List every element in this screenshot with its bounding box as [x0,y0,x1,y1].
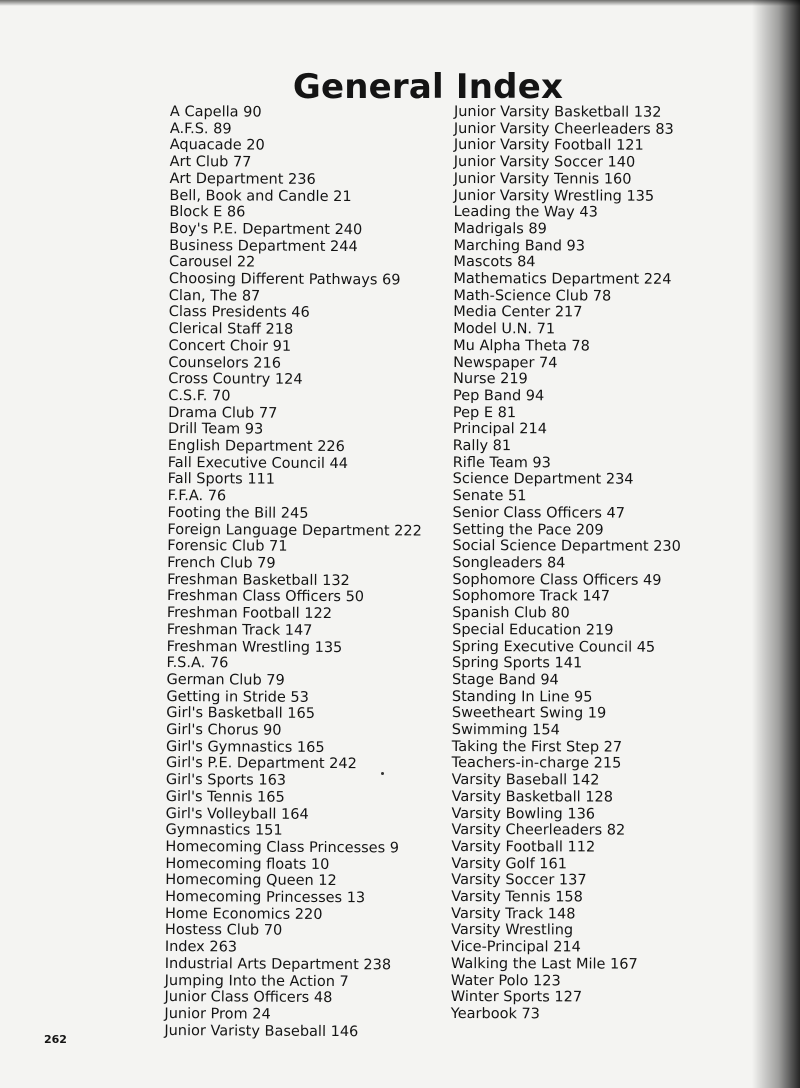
index-entry: Mascots 84 [453,254,536,271]
index-entry: C.S.F. 70 [168,387,231,405]
index-entry: Junior Class Officers 48 [164,989,333,1007]
scan-top-edge [0,0,800,6]
index-entry: Girl's Basketball 165 [166,705,316,723]
index-entry: Social Science Department 230 [452,538,681,556]
index-entry: Freshman Football 122 [166,605,333,623]
index-entry: Junior Prom 24 [164,1005,271,1023]
index-entry: Homecoming Queen 12 [165,872,337,890]
index-entry: Pep Band 94 [452,387,545,405]
index-entry: Media Center 217 [453,304,583,321]
index-entry: Homecoming Princesses 13 [165,889,366,907]
index-entry: Spanish Club 80 [452,605,570,622]
index-entry: Getting in Stride 53 [166,688,309,706]
index-entry: Varsity Soccer 137 [451,872,587,889]
index-entry: Model U.N. 71 [453,321,556,338]
index-entry: Senior Class Officers 47 [452,504,626,522]
index-entry: Aquacade 20 [169,137,265,154]
index-entry: Newspaper 74 [453,354,558,371]
index-entry: Junior Varsity Soccer 140 [453,154,636,171]
index-entry: Fall Sports 111 [167,471,276,489]
index-entry: Vice-Principal 214 [451,939,581,956]
index-entry: Freshman Wrestling 135 [166,638,343,656]
index-entry: Class Presidents 46 [168,304,310,322]
index-entry: A.F.S. 89 [169,120,232,138]
index-entry: Forensic Club 71 [167,538,288,556]
index-entry: Mathematics Department 224 [453,271,672,288]
index-entry: Junior Varsity Tennis 160 [453,170,632,188]
index-entry: Varsity Golf 161 [451,855,568,873]
index-entry: Water Polo 123 [450,972,561,989]
index-entry: Varsity Cheerleaders 82 [451,822,626,839]
index-entry: Clan, The 87 [168,287,261,305]
index-entry: Special Education 219 [452,621,614,639]
index-entry: Girl's P.E. Department 242 [165,755,357,773]
index-entry: Girl's Gymnastics 165 [166,738,325,756]
index-entry: Junior Varsity Basketball 132 [453,104,662,121]
index-entry: Boy's P.E. Department 240 [169,220,363,239]
index-entry: Junior Varsity Wrestling 135 [453,187,655,205]
index-entry: Spring Executive Council 45 [452,638,656,656]
index-entry: Counselors 216 [168,354,282,372]
index-entry: Standing In Line 95 [451,688,593,706]
index-entry: Varsity Baseball 142 [451,772,600,789]
page-number: 262 [44,1033,67,1046]
index-entry: Girl's Tennis 165 [165,788,285,806]
index-entry: Stage Band 94 [451,671,559,689]
index-entry: A Capella 90 [169,104,262,121]
index-entry: Setting the Pace 209 [452,521,604,539]
index-entry: Rifle Team 93 [452,454,551,472]
index-entry: Pep E 81 [452,404,517,421]
index-entry: Clerical Staff 218 [168,321,294,338]
index-entry: Songleaders 84 [452,554,566,572]
index-entry: Drill Team 93 [167,421,264,438]
index-entry: Freshman Track 147 [166,621,313,639]
index-entry: French Club 79 [167,554,276,572]
index-entry: Sophomore Track 147 [452,588,611,605]
print-speck [381,772,384,775]
index-entry: Fall Executive Council 44 [167,454,349,472]
index-entry: Bell, Book and Candle 21 [169,187,352,205]
index-entry: Girl's Chorus 90 [166,722,282,739]
page-title: General Index [292,66,564,107]
index-entry: Walking the Last Mile 167 [450,955,638,973]
index-entry: Girl's Sports 163 [165,772,287,789]
index-entry: Foreign Language Department 222 [167,521,422,540]
index-entry: Business Department 244 [169,237,358,255]
index-entry: Art Department 236 [169,170,316,188]
index-entry: Carousel 22 [168,254,256,271]
index-entry: Winter Sports 127 [450,989,583,1006]
index-entry: Varsity Wrestling [451,922,574,939]
index-entry: Varsity Track 148 [451,905,576,923]
index-entry: Concert Choir 91 [168,337,292,355]
index-entry: Math-Science Club 78 [453,287,612,305]
index-entry: Varsity Tennis 158 [451,889,583,906]
index-entry: Homecoming floats 10 [165,855,330,873]
index-entry: Art Club 77 [169,154,252,171]
scan-binding-shadow [752,0,800,1088]
index-entry: Varsity Football 112 [451,838,596,856]
index-entry: Teachers-in-charge 215 [451,755,622,773]
index-entry: Yearbook 73 [450,1005,540,1023]
index-entry: Cross Country 124 [168,371,303,389]
index-entry: Nurse 219 [453,371,528,388]
index-entry: Varsity Bowling 136 [451,805,596,823]
index-entry: Madrigals 89 [453,220,547,238]
index-column-left [164,104,424,1041]
index-entry: Hostess Club 70 [164,922,283,940]
index-entry: German Club 79 [166,671,285,689]
index-entry: Senate 51 [452,488,527,505]
index-entry: Drama Club 77 [168,404,278,422]
index-entry: Homecoming Class Princesses 9 [165,838,400,857]
index-entry: Leading the Way 43 [453,204,598,221]
index-entry: F.S.A. 76 [166,655,229,672]
index-entry: Junior Varsity Cheerleaders 83 [453,120,674,138]
index-entry: Rally 81 [452,438,512,455]
index-entry: Freshman Class Officers 50 [166,588,365,606]
index-entry: Gymnastics 151 [165,822,283,839]
index-entry: Sweetheart Swing 19 [451,705,607,722]
index-entry: Block E 86 [169,204,246,221]
index-entry: Spring Sports 141 [452,655,583,672]
index-entry: English Department 226 [167,438,345,456]
index-entry: Industrial Arts Department 238 [164,955,392,974]
index-entry: Principal 214 [452,421,547,438]
index-entry: F.F.A. 76 [167,488,227,505]
index-entry: Junior Varsity Football 121 [453,137,644,155]
index-entry: Home Economics 220 [165,905,323,923]
index-entry: Girl's Volleyball 164 [165,805,309,823]
index-entry: Varsity Basketball 128 [451,788,614,806]
index-entry: Sophomore Class Officers 49 [452,571,662,589]
index-entry: Freshman Basketball 132 [167,571,350,589]
index-entry: Choosing Different Pathways 69 [168,271,401,289]
index-entry: Taking the First Step 27 [451,738,623,756]
index-entry: Science Department 234 [452,471,634,489]
index-entry: Mu Alpha Theta 78 [453,337,590,355]
index-entry: Index 263 [164,939,238,956]
index-entry: Junior Varisty Baseball 146 [164,1022,359,1040]
index-entry: Jumping Into the Action 7 [164,972,349,990]
index-entry: Marching Band 93 [453,237,586,255]
index-entry: Swimming 154 [451,722,560,739]
index-column-right [451,104,683,1023]
index-entry: Footing the Bill 245 [167,504,309,522]
